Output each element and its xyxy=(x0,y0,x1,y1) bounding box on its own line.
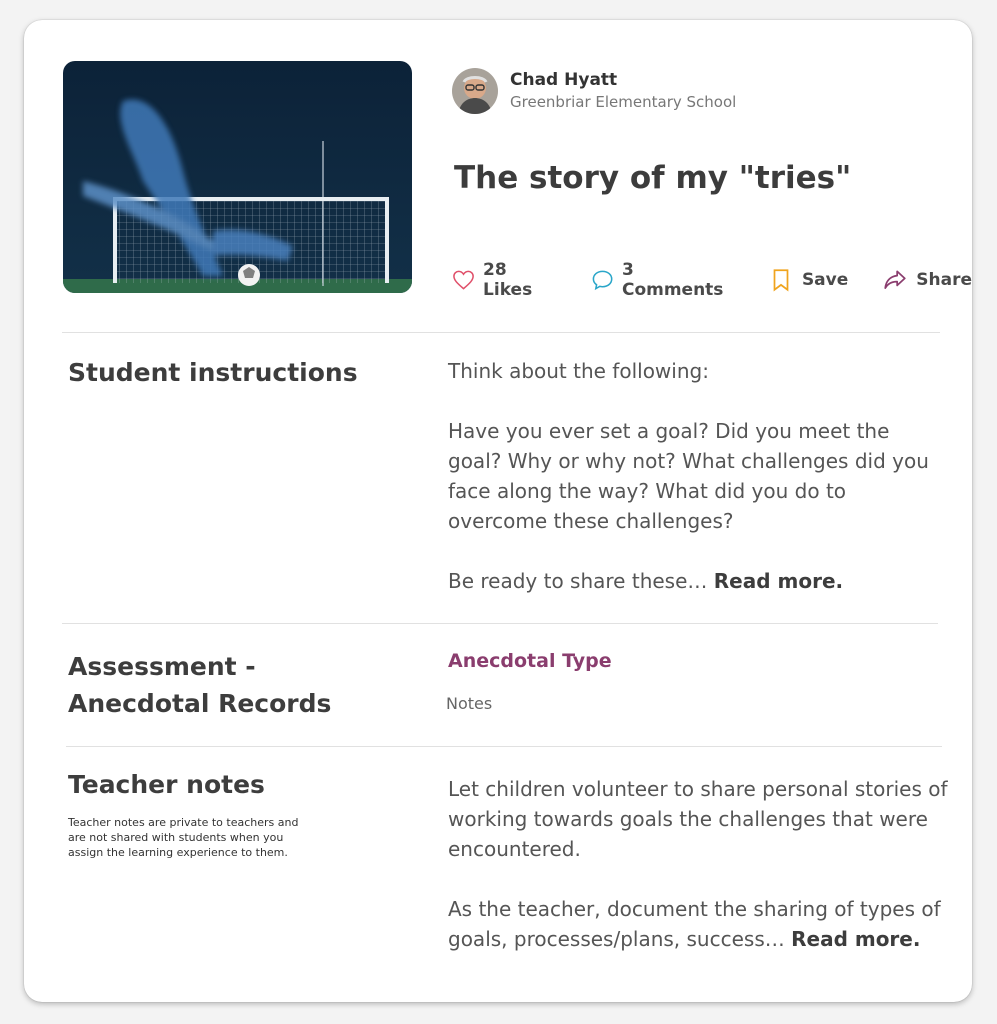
teacher-notes-heading: Teacher notes xyxy=(68,770,265,799)
anecdotal-type-value: Notes xyxy=(446,694,493,713)
teacher-notes-paragraph xyxy=(448,894,953,954)
author-school: Greenbriar Elementary School xyxy=(510,93,737,111)
bookmark-icon xyxy=(768,267,794,293)
share-label: Share xyxy=(916,270,972,290)
assessment-heading-line: Anecdotal Records xyxy=(68,689,332,718)
comment-button[interactable] xyxy=(591,260,728,300)
divider xyxy=(62,332,940,333)
experience-card xyxy=(24,20,972,1002)
student-instructions-heading: Student instructions xyxy=(68,358,358,387)
share-icon xyxy=(882,267,908,293)
cover-photo[interactable] xyxy=(63,61,412,293)
instructions-paragraph: Have you ever set a goal? Did you meet the goal? Why or why not? What challenges did you face along the way? What did you do to overcome these challenges? xyxy=(448,419,929,533)
assessment-heading xyxy=(68,648,331,722)
comments-count: 3 Comments xyxy=(621,260,724,300)
instructions-paragraph xyxy=(448,566,948,596)
save-button[interactable] xyxy=(768,267,848,293)
save-label: Save xyxy=(801,270,849,290)
comment-icon xyxy=(591,267,614,293)
likes-count: 28 Likes xyxy=(483,260,533,300)
divider xyxy=(66,746,942,747)
instructions-paragraph: Think about the following: xyxy=(448,359,709,383)
author-name[interactable]: Chad Hyatt xyxy=(510,70,618,90)
instructions-truncated: Be ready to share these… xyxy=(448,569,708,593)
anecdotal-type-label: Anecdotal Type xyxy=(448,650,612,672)
share-button[interactable] xyxy=(882,267,972,293)
action-bar xyxy=(452,260,972,300)
teacher-notes-read-more-link[interactable]: Read more. xyxy=(791,927,921,951)
soccer-goal-image xyxy=(63,61,412,293)
heart-icon xyxy=(452,267,475,293)
teacher-notes-text xyxy=(448,774,953,954)
instructions-read-more-link[interactable]: Read more. xyxy=(713,569,844,593)
divider xyxy=(62,623,938,624)
teacher-notes-paragraph: Let children volunteer to share personal stories of working towards goals the challenges that were encountered. xyxy=(448,777,948,861)
teacher-notes-truncated: As the teacher, document the sharing of types of goals, processes/plans, success… xyxy=(448,897,941,951)
teacher-notes-privacy-note: Teacher notes are private to teachers and are not shared with students when you assign the learning experience to them. xyxy=(68,816,299,859)
author-block[interactable] xyxy=(452,68,736,114)
post-title: The story of my "tries" xyxy=(454,160,852,196)
student-instructions-text xyxy=(448,356,948,596)
avatar[interactable] xyxy=(452,68,498,114)
like-button[interactable] xyxy=(452,260,553,300)
assessment-heading-line: Assessment - xyxy=(68,652,256,681)
